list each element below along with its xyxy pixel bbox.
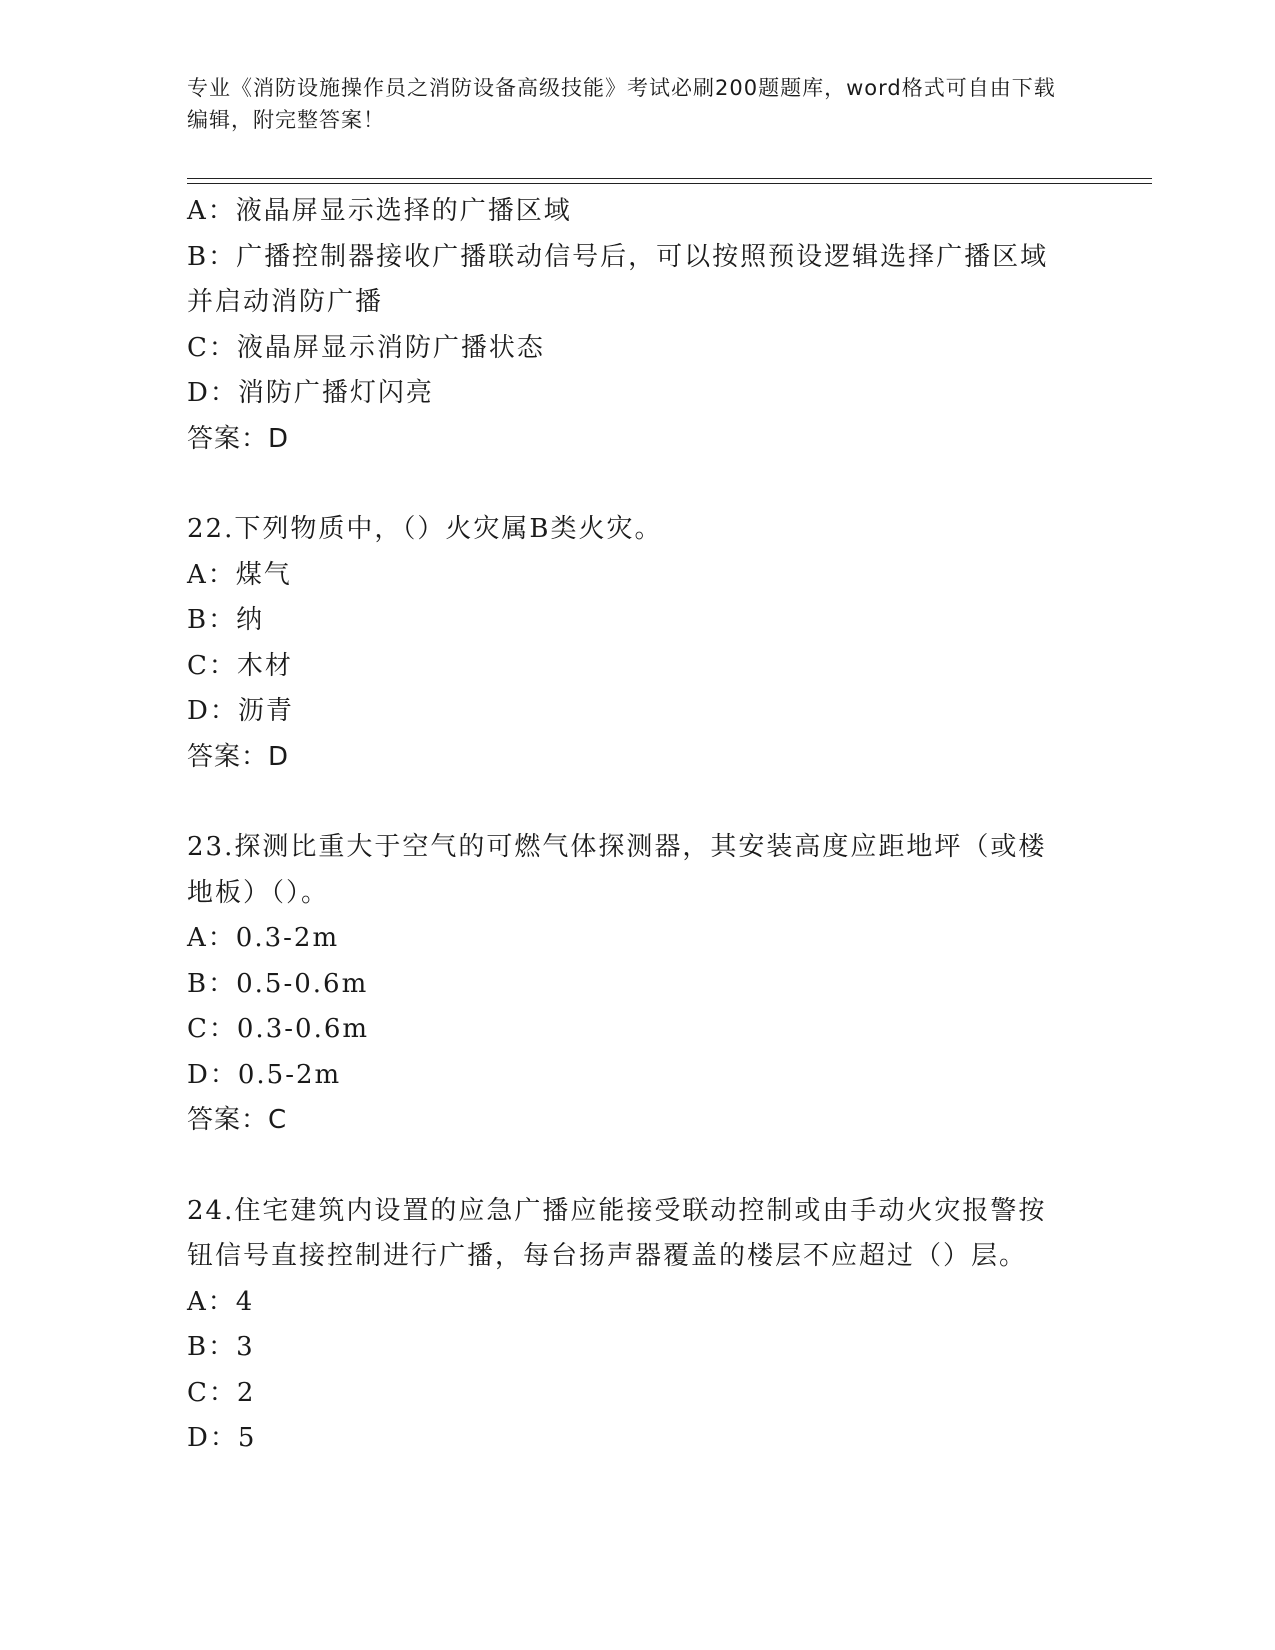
question-stem: 24.住宅建筑内设置的应急广播应能接受联动控制或由手动火灾报警按钮信号直接控制进行广播，每台扬声器覆盖的楼层不应超过（）层。 <box>187 1195 1047 1271</box>
question-list <box>187 189 1067 1462</box>
answer: 答案：C <box>187 1105 288 1135</box>
option-b: B：3 <box>187 1332 255 1362</box>
question-stem: 22.下列物质中，（）火灾属B类火灾。 <box>187 514 663 544</box>
answer: 答案：D <box>187 741 290 772</box>
option-a: A：液晶屏显示选择的广播区域 <box>187 196 572 226</box>
option-c: C：液晶屏显示消防广播状态 <box>187 332 545 363</box>
document-header: 专业《消防设施操作员之消防设备高级技能》考试必刷200题题库，word格式可自由下载编辑，附完整答案！ <box>187 76 1056 132</box>
option-c: C：木材 <box>187 650 293 681</box>
question-stem: 23.探测比重大于空气的可燃气体探测器，其安装高度应距地坪（或楼地板）（）。 <box>187 832 1047 908</box>
option-b: B：广播控制器接收广播联动信号后，可以按照预设逻辑选择广播区域并启动消防广播 <box>187 241 1049 317</box>
option-b: B：0.5-0.6m <box>187 968 369 999</box>
option-a: A：4 <box>187 1286 255 1317</box>
option-d: D：5 <box>187 1423 257 1453</box>
option-d: D：沥青 <box>187 696 294 726</box>
question-24 <box>187 1189 1067 1462</box>
question-23 <box>187 825 1067 1144</box>
option-d: D：0.5-2m <box>187 1059 342 1090</box>
option-c: C：0.3-0.6m <box>187 1014 370 1044</box>
answer: 答案：D <box>187 423 290 454</box>
question-22 <box>187 507 1067 780</box>
option-a: A：0.3-2m <box>187 923 340 953</box>
header-divider-bottom <box>187 183 1152 184</box>
header-divider-top <box>187 178 1152 179</box>
option-c: C：2 <box>187 1377 256 1408</box>
question-21-tail <box>187 189 1067 462</box>
option-d: D：消防广播灯闪亮 <box>187 378 434 408</box>
option-b: B：纳 <box>187 605 265 635</box>
option-a: A：煤气 <box>187 559 292 590</box>
